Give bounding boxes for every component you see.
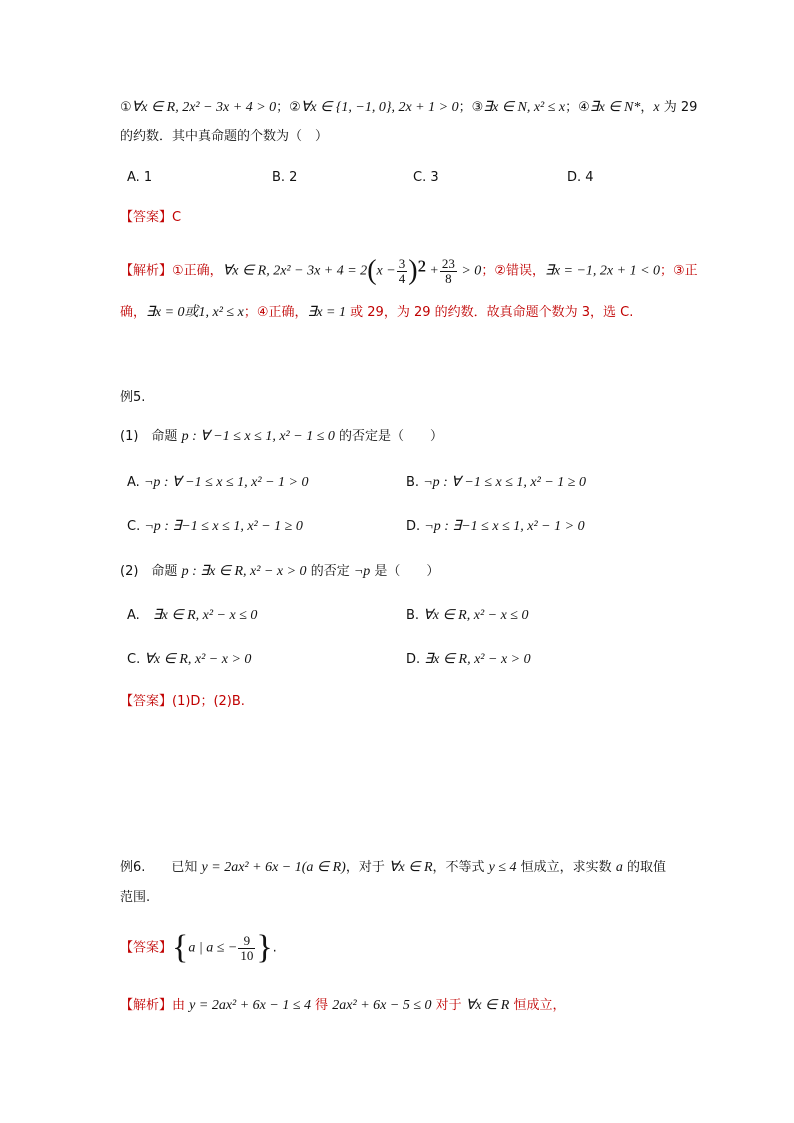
- ex5-q2-option-d: [406, 650, 531, 670]
- analysis-math: ∃x = 0或1, x² ≤ x: [146, 305, 244, 320]
- question-math: p : ∃x ∈ R, x² − x > 0: [181, 564, 307, 579]
- numerator: 9: [238, 934, 255, 949]
- q4-text: 为 29: [659, 100, 698, 115]
- fraction-3-4: [397, 257, 408, 286]
- analysis-math: ∃x = 1: [307, 305, 347, 320]
- ex5-q2: [120, 562, 439, 582]
- question-text: ，不等式: [432, 860, 489, 875]
- q4-statement-line2: 的约数．其中真命题的个数为（ ）: [120, 129, 329, 144]
- answer-label: 【答案】: [120, 694, 173, 709]
- ex6-statement-line2: 范围.: [120, 890, 151, 905]
- analysis-math: ∀x ∈ R: [465, 998, 510, 1013]
- option-math: ¬p : ∀ −1 ≤ x ≤ 1, x² − 1 ≥ 0: [423, 475, 586, 490]
- question-text: 恒成立，求实数: [516, 860, 616, 875]
- q4-option-b: B. 2: [272, 170, 298, 185]
- paren: (: [367, 255, 377, 286]
- ex5-q2-option-c: [127, 650, 251, 670]
- q4-text: ①: [120, 100, 132, 115]
- ex5-q1-option-d: [406, 517, 585, 537]
- analysis-math: 2ax² + 6x − 5 ≤ 0: [332, 998, 432, 1013]
- analysis-label: 【解析】: [120, 263, 173, 279]
- denominator: 4: [398, 270, 406, 286]
- option-label: C.: [127, 652, 145, 667]
- analysis-math: ∀x ∈ R, 2x² − 3x + 4 = 2: [222, 263, 368, 279]
- option-math: ¬p : ∃−1 ≤ x ≤ 1, x² − 1 ≥ 0: [144, 519, 303, 534]
- q4-answer: [120, 208, 181, 228]
- denominator: 10: [240, 947, 254, 963]
- option-label: A.: [127, 475, 144, 490]
- answer-label: 【答案】: [120, 940, 173, 956]
- ex6-answer: [120, 928, 277, 969]
- option-math: ∃x ∈ R, x² − x ≤ 0: [152, 608, 258, 623]
- option-math: ∀x ∈ R, x² − x > 0: [144, 652, 252, 667]
- ex5-q2-option-b: [406, 606, 528, 626]
- question-text: ，对于: [345, 860, 389, 875]
- q4-statement-line1: [120, 98, 697, 118]
- option-label: D.: [406, 652, 425, 667]
- fraction-23-8: [440, 257, 457, 286]
- question-math: p : ∀ −1 ≤ x ≤ 1, x² − 1 ≤ 0: [181, 429, 335, 444]
- question-math: y ≤ 4: [488, 860, 517, 875]
- paren: )²: [408, 255, 426, 286]
- analysis-text: ①正确，: [172, 263, 223, 279]
- answer-math: a | a ≤ −: [188, 940, 238, 956]
- analysis-label: 【解析】: [120, 998, 173, 1013]
- option-label: A.: [127, 608, 153, 623]
- option-label: B.: [406, 475, 424, 490]
- option-math: ¬p : ∀ −1 ≤ x ≤ 1, x² − 1 > 0: [143, 475, 309, 490]
- question-text: 的取值: [622, 860, 666, 875]
- question-text: (2) 命题: [120, 564, 182, 579]
- analysis-math: ∃x = −1, 2x + 1 < 0: [544, 263, 661, 279]
- denominator: 8: [445, 270, 452, 286]
- question-text: 是（ ）: [370, 564, 440, 579]
- ex5-q1-option-c: [127, 517, 303, 537]
- ex6-analysis: [120, 996, 565, 1016]
- question-math: a: [615, 860, 623, 875]
- question-math: ¬p: [353, 564, 371, 579]
- answer-label: 【答案】: [120, 210, 173, 225]
- ex5-q2-option-a: [127, 606, 257, 626]
- option-math: ∀x ∈ R, x² − x ≤ 0: [423, 608, 529, 623]
- question-math: ∀x ∈ R: [388, 860, 433, 875]
- analysis-text: 得: [311, 998, 333, 1013]
- q4-math: ∃x ∈ N, x² ≤ x: [483, 100, 566, 115]
- answer-value: C: [172, 210, 182, 225]
- ex6-title: 例6.: [120, 860, 146, 875]
- brace: }: [256, 929, 273, 966]
- q4-text: ；④: [565, 100, 590, 115]
- numerator: 23: [441, 255, 455, 271]
- fraction-9-10: [238, 934, 255, 963]
- ex5-q1-option-b: [406, 473, 586, 493]
- option-label: C.: [127, 519, 145, 534]
- q4-text: ，: [640, 100, 654, 115]
- option-math: ∃x ∈ R, x² − x > 0: [424, 652, 531, 667]
- q4-math: x: [653, 100, 660, 115]
- q4-math: ∀x ∈ {1, −1, 0}, 2x + 1 > 0: [300, 100, 459, 115]
- option-math: ¬p : ∃−1 ≤ x ≤ 1, x² − 1 > 0: [424, 519, 585, 534]
- ex5-answer: [120, 692, 245, 712]
- question-text: 已知: [171, 860, 202, 875]
- q4-math: ∀x ∈ R, 2x² − 3x + 4 > 0: [131, 100, 277, 115]
- analysis-text: ；③正: [660, 263, 698, 279]
- analysis-text: 恒成立，: [509, 998, 566, 1013]
- analysis-math: +: [425, 263, 439, 279]
- q4-analysis-line1: [120, 256, 698, 287]
- q4-option-c: C. 3: [413, 170, 439, 185]
- q4-analysis-line2: [120, 303, 633, 323]
- numerator: 3: [398, 255, 406, 271]
- analysis-text: ；④正确，: [243, 305, 308, 320]
- ex5-q1-option-a: [127, 473, 308, 493]
- brace: {: [172, 929, 189, 966]
- q4-option-d: D. 4: [567, 170, 594, 185]
- question-text: (1) 命题: [120, 429, 182, 444]
- analysis-math: > 0: [457, 263, 482, 279]
- option-label: D.: [406, 519, 425, 534]
- analysis-math: x −: [376, 263, 396, 279]
- option-label: B.: [406, 608, 424, 623]
- analysis-text: 确，: [120, 305, 147, 320]
- q4-option-a: A. 1: [127, 170, 153, 185]
- ex6-statement-line1: [120, 858, 666, 878]
- analysis-text: 对于: [431, 998, 466, 1013]
- answer-text: .: [272, 940, 277, 956]
- question-text: 的否定: [306, 564, 354, 579]
- q4-text: ；②: [276, 100, 301, 115]
- analysis-text: 由: [172, 998, 190, 1013]
- analysis-text: ；②错误，: [481, 263, 545, 279]
- question-text: 的否定是（ ）: [334, 429, 444, 444]
- answer-value: (1)D；(2)B.: [172, 694, 245, 709]
- q4-math: ∃x ∈ N*: [589, 100, 641, 115]
- analysis-text: 或 29，为 29 的约数．故真命题个数为 3，选 C.: [346, 305, 634, 320]
- ex5-q1: [120, 427, 443, 447]
- question-math: y = 2ax² + 6x − 1(a ∈ R): [201, 860, 346, 875]
- ex5-title: 例5.: [120, 390, 146, 405]
- analysis-math: y = 2ax² + 6x − 1 ≤ 4: [189, 998, 312, 1013]
- q4-text: ；③: [458, 100, 484, 115]
